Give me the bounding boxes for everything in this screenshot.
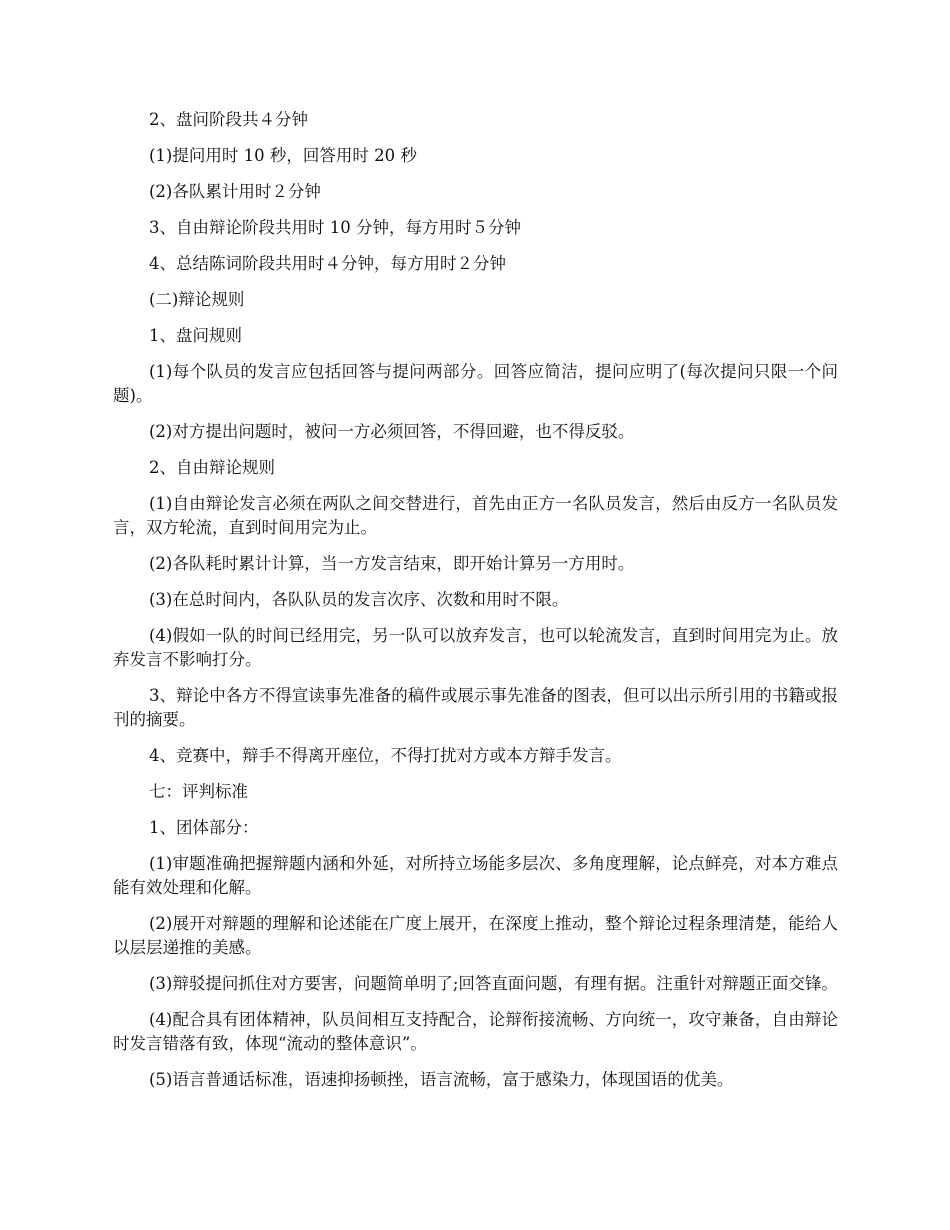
subheading-questioning-rules: 1、盘问规则 — [149, 326, 242, 345]
paragraph-11: (1)自由辩论发言必须在两队之间交替进行，首先由正方一名队员发言，然后由反方一名队员发言，双方轮流，直到时间用完为止。 — [113, 494, 838, 537]
document-body — [113, 108, 838, 1104]
paragraph-20: (2)展开对辩题的理解和论述能在广度上展开，在深度上推动，整个辩论过程条理清楚，能给人以层层递推的美感。 — [113, 914, 838, 957]
paragraph-13: (3)在总时间内，各队队员的发言次序、次数和用时不限。 — [149, 590, 569, 609]
subheading-team-section: 1、团体部分： — [149, 818, 259, 837]
paragraph-8: (1)每个队员的发言应包括回答与提问两部分。回答应简洁，提问应明了(每次提问只限一个问题)。 — [113, 362, 838, 405]
paragraph-19: (1)审题准确把握辩题内涵和外延，对所持立场能多层次、多角度理解，论点鲜亮，对本方难点能有效处理和化解。 — [113, 854, 838, 897]
paragraph-9: (2)对方提出问题时，被问一方必须回答，不得回避，也不得反驳。 — [149, 422, 635, 441]
paragraph-12: (2)各队耗时累计计算，当一方发言结束，即开始计算另一方用时。 — [149, 554, 635, 573]
section-heading-debate-rules: (二)辩论规则 — [149, 290, 245, 309]
paragraph-22: (4)配合具有团体精神，队员间相互支持配合，论辩衔接流畅、方向统一，攻守兼备，自由辩论时发言错落有致，体现“流动的整体意识”。 — [113, 1010, 838, 1053]
paragraph-2: (1)提问用时 10 秒，回答用时 20 秒 — [149, 146, 417, 165]
paragraph-5: 4、总结陈词阶段共用时４分钟，每方用时２分钟 — [149, 254, 506, 273]
paragraph-1: 2、盘问阶段共４分钟 — [149, 110, 308, 129]
paragraph-16: 4、竞赛中，辩手不得离开座位，不得打扰对方或本方辩手发言。 — [149, 746, 622, 765]
paragraph-14: (4)假如一队的时间已经用完，另一队可以放弃发言，也可以轮流发言，直到时间用完为止。放弃发言不影响打分。 — [113, 626, 838, 669]
section-heading-judging-criteria: 七：评判标准 — [149, 782, 248, 801]
paragraph-15: 3、辩论中各方不得宣读事先准备的稿件或展示事先准备的图表，但可以出示所引用的书籍或报刊的摘要。 — [113, 686, 838, 729]
paragraph-21: (3)辩驳提问抓住对方要害，问题简单明了;回答直面问题，有理有据。注重针对辩题正面交锋。 — [149, 974, 838, 993]
paragraph-4: 3、自由辩论阶段共用时 10 分钟，每方用时５分钟 — [149, 218, 521, 237]
paragraph-23: (5)语言普通话标准，语速抑扬顿挫，语言流畅，富于感染力，体现国语的优美。 — [149, 1070, 734, 1089]
subheading-free-debate-rules: 2、自由辩论规则 — [149, 458, 275, 477]
paragraph-3: (2)各队累计用时２分钟 — [149, 182, 321, 201]
